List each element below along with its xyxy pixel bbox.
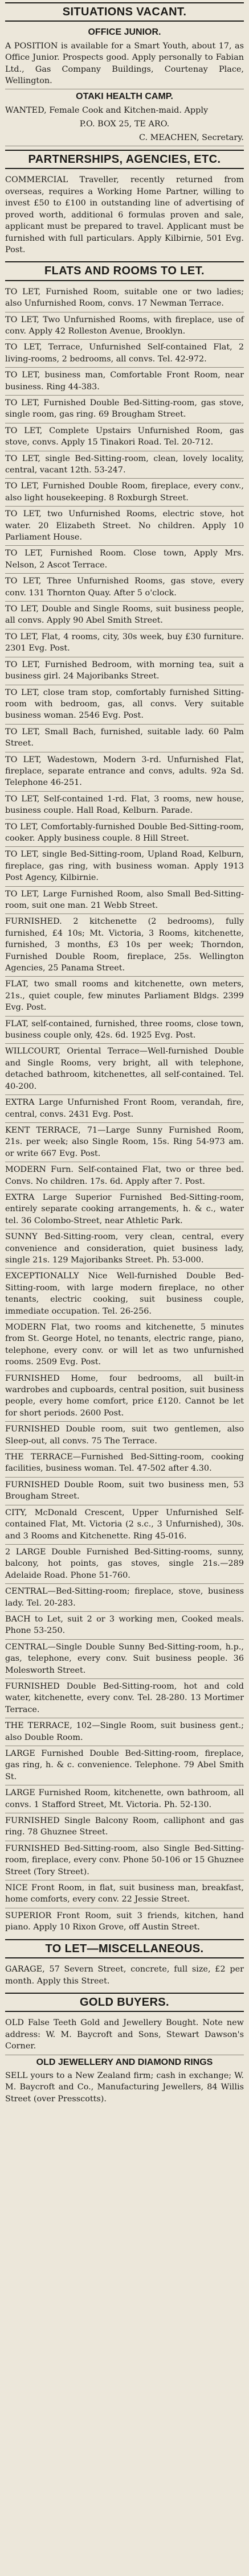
ad-item: TO LET, Self-contained 1-rd. Flat, 3 rooms, new house, business couple. Hall Road, Kelburn. Parade. [5, 792, 244, 820]
ad-signature: C. MEACHEN, Secretary. [5, 130, 244, 146]
ad-item: LARGE Furnished Double Bed-Sitting-room, fireplace, gas ring, h. & c. convenience. Telephone. 79 Abel Smith St. [5, 1746, 244, 1785]
ad-item: TO LET, Two Unfurnished Rooms, with fireplace, use of conv. Apply 42 Rolleston Avenue, Brooklyn. [5, 312, 244, 340]
ad-list [5, 172, 244, 258]
ad-item: BACH to Let, suit 2 or 3 working men, Cooked meals. Phone 53-250. [5, 1612, 244, 1640]
ad-item: TO LET, Furnished Bedroom, with morning tea, suit a business girl. 24 Majoribanks Street. [5, 657, 244, 685]
ad-list [5, 1962, 244, 1989]
ad-item: TO LET, Large Furnished Room, also Small Bed-Sitting-room, suit one man. 21 Webb Street. [5, 887, 244, 915]
ad-item: TO LET, single Bed-Sitting-room, Upland Road, Kelburn, fireplace, gas ring, with business woman. Apply 1913 Post Agency, Kilbirnie. [5, 847, 244, 886]
ad-item: TO LET, Wadestown, Modern 3-rd. Unfurnished Flat, fireplace, separate entrance and convs, adults. 92a Sd. Telephone 46-251. [5, 752, 244, 792]
ad-item: FURNISHED Single Balcony Room, calliphont and gas ring. 78 Ghuznee Street. [5, 1813, 244, 1841]
ad-item: TO LET, Furnished Double Room, fireplace, every conv., also light housekeeping. 8 Roxburgh Street. [5, 479, 244, 507]
section-heading: PARTNERSHIPS, AGENCIES, ETC. [5, 150, 244, 169]
section-heading: TO LET—MISCELLANEOUS. [5, 1939, 244, 1958]
ad-item: EXTRA Large Unfurnished Front Room, verandah, fire, central, convs. 2431 Evg. Post. [5, 1095, 244, 1123]
ad-item: THE TERRACE, 102—Single Room, suit business gent.; also Double Room. [5, 1718, 244, 1746]
flats-rooms-section [5, 261, 244, 1935]
ad-title: OLD JEWELLERY AND DIAMOND RINGS [36, 2057, 213, 2067]
ad-item: SELL yours to a New Zealand firm; cash in exchange; W. M. Baycroft and Co., Manufacturing Jewellers, 84 Willis Street (over Presscotts). [5, 2071, 244, 2104]
ad-item: EXCEPTIONALLY Nice Well-furnished Double Bed-Sitting-room, with large modern fireplace, no other tenants, electric cooking, suit business couple, immediate occupation. Tel. 26-256. [5, 1269, 244, 1320]
ad-title: OFFICE JUNIOR. [88, 27, 161, 38]
ad-item: FURNISHED Bed-Sitting-room, also Single Bed-Sitting-room, fireplace, every conv. Phone 50-106 or 15 Ghuznee Street (Tory Street). [5, 1841, 244, 1880]
ad-item: GARAGE, 57 Severn Street, concrete, full size, £2 per month. Apply this Street. [5, 1965, 244, 1986]
ad-item: FURNISHED Double Bed-Sitting-room, hot and cold water, kitchenette, every conv. Tel. 28-280. 13 Mortimer Terrace. [5, 1679, 244, 1718]
ad-item: MODERN Furn. Self-contained Flat, two or three bed. Convs. No children. 17s. 6d. Apply after 7. Post. [5, 1162, 244, 1190]
ad-item: WANTED, Female Cook and Kitchen-maid. Apply [5, 105, 209, 115]
ad-item: 2 LARGE Double Furnished Bed-Sitting-rooms, sunny, balcony, hot points, gas stoves, single 21s.—289 Adelaide Road. Phone 51-760. [5, 1545, 244, 1584]
ad-item: SUPERIOR Front Room, suit 3 friends, kitchen, hand piano. Apply 10 Rixon Grove, off Austin Street. [5, 1911, 244, 1932]
ad-item: TO LET, Comfortably-furnished Double Bed-Sitting-room, cooker. Apply business couple. 8 Hill Street. [5, 820, 244, 847]
ad-item: TO LET, business man, Comfortable Front Room, near business. Ring 44-383. [5, 368, 244, 396]
ad-item: LARGE Furnished Room, kitchenette, own bathroom, all convs. 1 Stafford Street, Mt. Victoria. Ph. 52-130. [5, 1785, 244, 1813]
ad-item: MODERN Flat, two rooms and kitchenette, 5 minutes from St. George Hotel, no tenants, electric range, piano, telephone, every conv. or will let as two unfurnished rooms. 2509 Evg. Post. [5, 1320, 244, 1371]
partnerships-section [5, 150, 244, 258]
ad-item: WILLCOURT, Oriental Terrace—Well-furnished Double and Single Rooms, very bright, all with telephone, detached bathroom, kitchenettes, all self-contained. Tel. 40-200. [5, 1044, 244, 1095]
section-heading: SITUATIONS VACANT. [5, 2, 244, 22]
ad-item: TO LET, Furnished Room, suitable one or two ladies; also Unfurnished Room, convs. 17 Newman Terrace. [5, 285, 244, 312]
ad-item: TO LET, Small Bach, furnished, suitable lady. 60 Palm Street. [5, 725, 244, 752]
ad-item: OLD False Teeth Gold and Jewellery Bought. Note new address: W. M. Baycroft and Sons, Stewart Dawson's Corner. [5, 2015, 244, 2055]
ad-item: TO LET, Complete Upstairs Unfurnished Room, gas stove, convs. Apply 15 Tinakori Road. Tel. 20-712. [5, 423, 244, 451]
ad-item: CENTRAL—Single Double Sunny Bed-Sitting-room, h.p., gas, telephone, every conv. Suit business people. 36 Molesworth Street. [5, 1640, 244, 1679]
ad-item: FURNISHED. 2 kitchenette (2 bedrooms), fully furnished, £4 10s; Mt. Victoria, 3 Rooms, kitchenette, furnished, 3 months, £3 10s per week; Thorndon, Furnished Double Room, fireplace, 25s. Wellington Agencies, 25 Panama Street. [5, 914, 244, 977]
ad-item: EXTRA Large Superior Furnished Bed-Sitting-room, entirely separate cooking arrangements, h. & c., water tel. 36 Colombo-Street, near Athletic Park. [5, 1190, 244, 1229]
section-heading: GOLD BUYERS. [5, 1993, 244, 2012]
ad-item: TO LET, Terrace, Unfurnished Self-contained Flat, 2 living-rooms, 2 bedrooms, all convs. Tel. 42-972. [5, 340, 244, 368]
ad-item: FLAT, self-contained, furnished, three rooms, close town, business couple only, 42s. 6d. 1925 Evg. Post. [5, 1017, 244, 1044]
ad-item: CENTRAL—Bed-Sitting-room; fireplace, stove, business lady. Tel. 20-283. [5, 1584, 244, 1612]
ad-item: FURNISHED Double room, suit two gentlemen, also Sleep-out, all convs. 75 The Terrace. [5, 1422, 244, 1450]
ad-item: TO LET, Furnished Double Bed-Sitting-room, gas stove, single room, gas ring. 69 Brougham Street. [5, 396, 244, 423]
to-let-misc-section [5, 1939, 244, 1989]
ad-item: FURNISHED Double Room, suit two business men, 53 Brougham Street. [5, 1478, 244, 1505]
ad-item: TO LET, Double and Single Rooms, suit business people, all convs. Apply 90 Abel Smith Street. [5, 602, 244, 629]
ad-item: FLAT, two small rooms and kitchenette, own meters, 21s., quiet couple, few minutes Parliament Bldgs. 2399 Evg. Post. [5, 977, 244, 1016]
ad-list [5, 285, 244, 1936]
ad-item: A POSITION is available for a Smart Youth, about 17, as Office Junior. Prospects good. Apply personally to Fabian Ltd., Gas Company Buildings, Courtenay Place, Wellington. [5, 39, 244, 90]
ad-item: SUNNY Bed-Sitting-room, very clean, central, every convenience and consideration, quiet business lady, single 21s. 129 Majoribanks Street. Ph. 53-000. [5, 1229, 244, 1269]
ad-item: TO LET, Furnished Room. Close town, Apply Mrs. Nelson, 2 Ascot Terrace. [5, 546, 244, 574]
ad-item: TO LET, single Bed-Sitting-room, clean, lovely locality, central, vacant 12th. 53-247. [5, 451, 244, 479]
gold-buyers-section [5, 1993, 244, 2107]
ad-item: CITY, McDonald Crescent, Upper Unfurnished Self-contained Flat, Mt. Victoria (2 s.c., 3 Unfurnished), 30s. and 3 Rooms and Kitchenette. Ring 45-016. [5, 1505, 244, 1545]
ad-item: P.O. BOX 25, TE ARO. [79, 120, 170, 129]
ad-title: OTAKI HEALTH CAMP. [76, 92, 173, 102]
ad-item: THE TERRACE—Furnished Bed-Sitting-room, cooking facilities, business woman. Tel. 47-502 after 4.30. [5, 1450, 244, 1478]
ad-item: TO LET, Three Unfurnished Rooms, gas stove, every conv. 131 Thornton Quay. After 5 o'clock. [5, 574, 244, 602]
ad-item: NICE Front Room, in flat, suit business man, breakfast, home comforts, every conv. 22 Jessie Street. [5, 1880, 244, 1908]
section-heading: FLATS AND ROOMS TO LET. [5, 261, 244, 281]
situations-vacant-section [5, 2, 244, 146]
ad-item: TO LET, Flat, 4 rooms, city, 30s week, buy £30 furniture. 2301 Evg. Post. [5, 629, 244, 657]
ad-item: KENT TERRACE, 71—Large Sunny Furnished Room, 21s. per week; also Single Room, 15s. Ring 54-973 am. or write 667 Evg. Post. [5, 1123, 244, 1162]
ad-item: TO LET, close tram stop, comfortably furnished Sitting-room with bedroom, gas, all convs. Very suitable business woman. 2546 Evg. Post. [5, 685, 244, 725]
ad-item: COMMERCIAL Traveller, recently returned from overseas, requires a Working Home Partner, willing to invest £50 to £100 in outstanding line of advertising of proved worth, additional 6 formulas proven and sale, applicant must be prepared to travel. Applicant must be furnished with full particulars. Apply Kilbirnie, 501 Evg. Post. [5, 175, 244, 254]
ad-item: FURNISHED Home, four bedrooms, all built-in wardrobes and cupboards, central position, suit business people, every home comfort, price £120. Cannot be let for short periods. 2600 Post. [5, 1371, 244, 1422]
ad-item: TO LET, two Unfurnished Rooms, electric stove, hot water. 20 Elizabeth Street. No children. Apply 10 Parliament House. [5, 507, 244, 546]
